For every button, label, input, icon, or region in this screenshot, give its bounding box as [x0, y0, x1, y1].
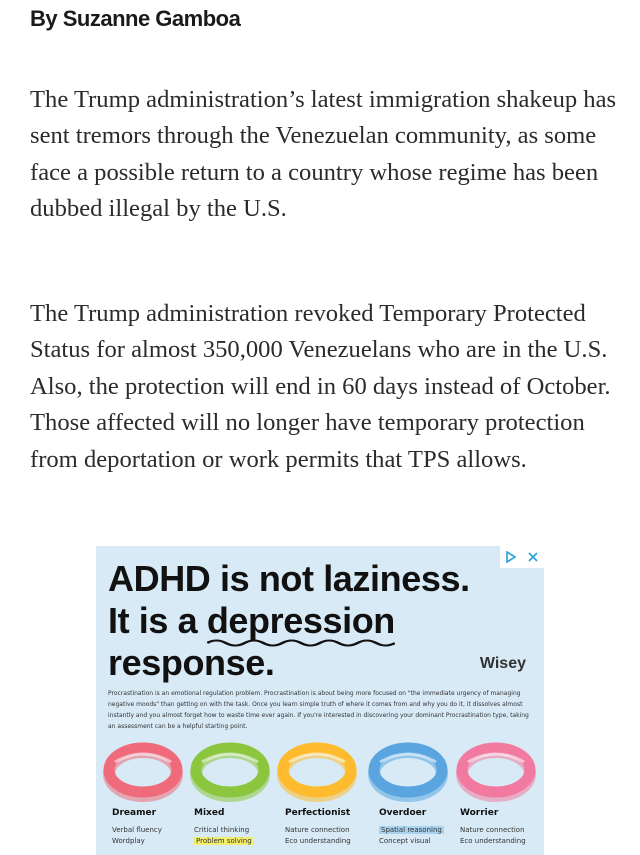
type-name: Overdoer: [379, 808, 427, 818]
type-worrier: [460, 808, 544, 847]
ring-mixed-icon: [196, 748, 264, 796]
ad-headline-underlined: [207, 600, 395, 642]
ad-headline-line: [108, 600, 470, 642]
ad-choices-icon[interactable]: [500, 546, 522, 568]
procrastination-types: [96, 808, 544, 855]
type-trait: [285, 836, 373, 847]
ad-brand-logo: Wisey: [479, 655, 526, 672]
wavy-underline-icon: [207, 638, 395, 648]
type-trait: [285, 825, 373, 836]
ad-headline[interactable]: [108, 558, 470, 684]
type-name: Perfectionist: [285, 808, 351, 818]
type-trait: [460, 836, 544, 847]
type-perfectionist: [285, 808, 373, 847]
type-trait-text: Concept visual: [379, 837, 431, 845]
article-paragraph: The Trump administration’s latest immigration shakeup has sent tremors through the Venezuelan community, as some face a possible return to a country whose regime has been dubbed illegal by the U.S.: [30, 86, 617, 223]
ring-perfectionist-icon: [283, 748, 351, 796]
type-trait-text: Spatial reasoning: [381, 826, 442, 834]
procrastination-type-rings: [96, 742, 544, 802]
article-paragraph: The Trump administration revoked Temporary Protected Status for almost 350,000 Venezuelans who are in the U.S. Also, the protection will end in 60 days instead of October. Those affected will no longer have temporary protection from deportation or work permits that TPS allows.: [30, 300, 611, 473]
ring-overdoer-icon: [374, 748, 442, 796]
type-trait-text: Nature connection: [285, 826, 350, 834]
type-trait: [112, 836, 200, 847]
type-mixed: [194, 808, 282, 847]
type-trait-text: Nature connection: [460, 826, 525, 834]
byline[interactable]: By Suzanne Gamboa: [30, 6, 241, 31]
ad-headline-line: response.: [108, 642, 275, 683]
close-icon[interactable]: [522, 546, 544, 568]
ring-dreamer-icon: [109, 748, 177, 796]
type-trait-text: Problem solving: [196, 837, 252, 845]
type-trait-text: Eco understanding: [285, 837, 351, 845]
type-overdoer: [379, 808, 467, 847]
type-name: Mixed: [194, 808, 225, 818]
type-trait: [112, 825, 200, 836]
type-trait-text: Critical thinking: [194, 826, 250, 834]
ring-worrier-icon: [462, 748, 530, 796]
type-trait: [194, 825, 282, 836]
type-trait: [194, 836, 282, 847]
type-name: Dreamer: [112, 808, 157, 818]
type-trait-text: Wordplay: [112, 837, 145, 845]
advertisement[interactable]: [96, 546, 544, 855]
ad-headline-underlined-text: depression: [206, 600, 395, 641]
type-trait-text: Verbal fluency: [112, 826, 162, 834]
ad-headline-prefix: It is a: [108, 600, 207, 641]
type-trait: [379, 836, 467, 847]
ad-body-text: Procrastination is an emotional regulation problem. Procrastination is about being more focused on "the immediate urgency of managing negative moods" than getting on with the task. Once you learn simple truth of where it comes from and why you do it, it dissolves almost instantly and you almost forget how to waste time ever again. If you're interested in discovering your dominant Procrastination type, taking an assessment can be a helpful starting point.: [108, 690, 529, 730]
type-dreamer: [112, 808, 200, 847]
type-name: Worrier: [460, 808, 499, 818]
type-trait: [379, 825, 467, 836]
ad-headline-line: ADHD is not laziness.: [108, 558, 470, 599]
ad-controls: [500, 546, 544, 568]
type-trait-text: Eco understanding: [460, 837, 526, 845]
type-trait: [460, 825, 544, 836]
